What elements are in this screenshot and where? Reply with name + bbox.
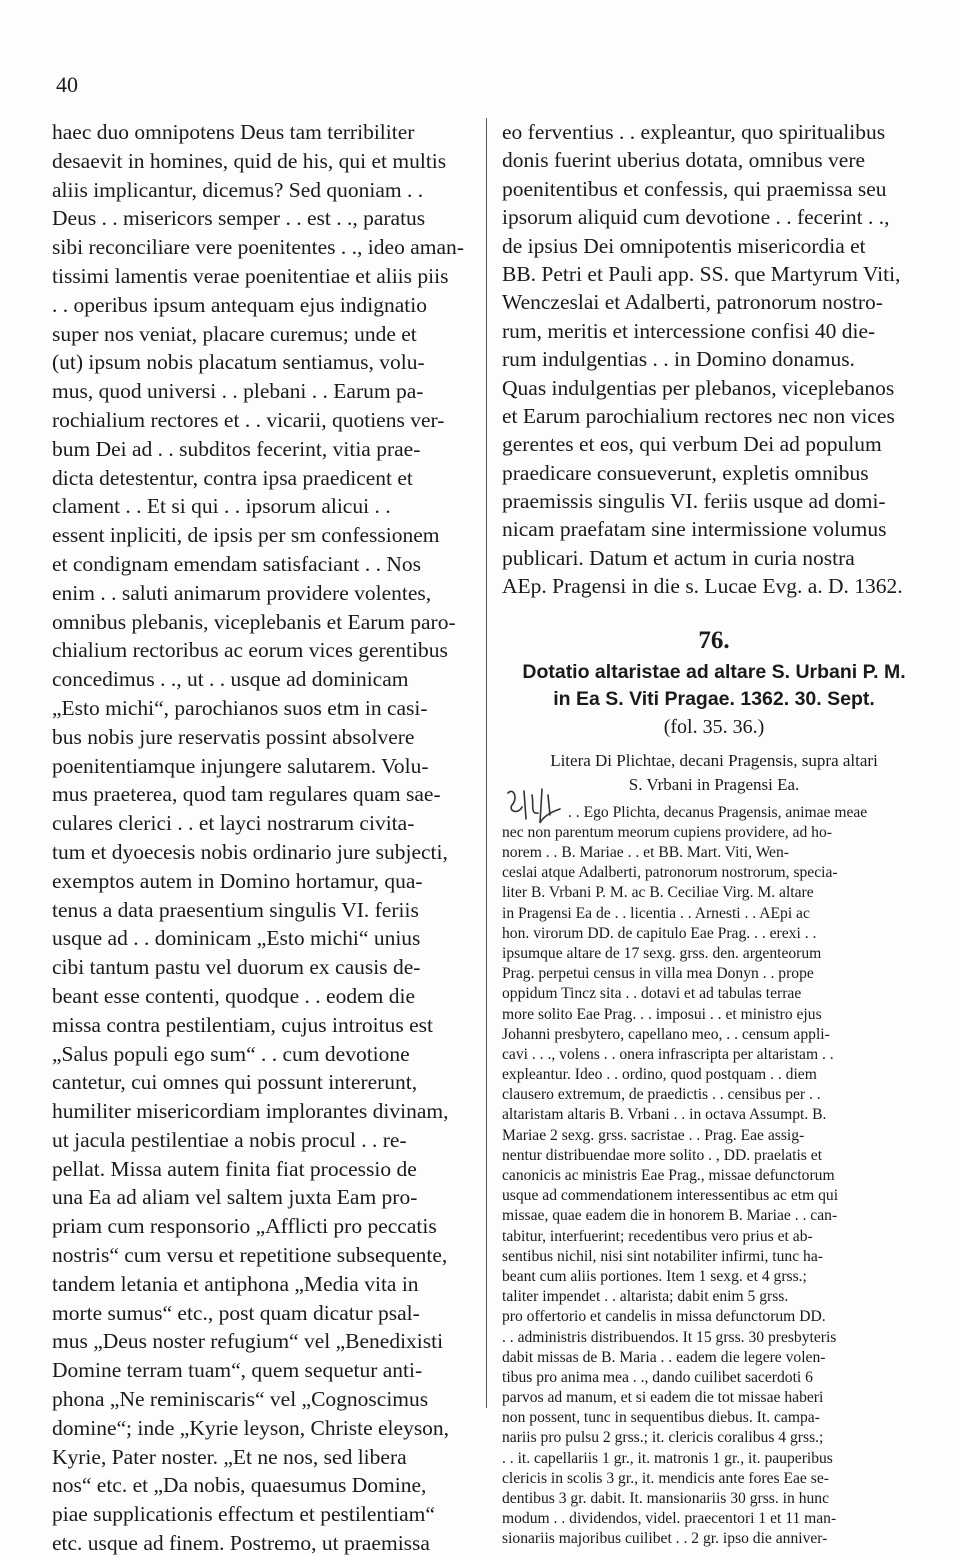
charter-line: Mariae 2 sexg. grss. sacristae . . Prag. Eae assig-	[502, 1126, 805, 1144]
text-line: phona „Ne reminiscaris“ vel „Cognoscimus	[52, 1387, 429, 1412]
handwritten-annotation-icon	[504, 785, 566, 831]
charter-line: tibus pro anima mea . ., dando cuilibet sacerdoti 6	[502, 1368, 813, 1386]
text-line: enim . . saluti animarum providere volentes,	[52, 580, 432, 605]
right-column	[502, 118, 926, 1550]
charter-line: tabitur, interfuerint; recedentibus vero prius et ab-	[502, 1227, 813, 1245]
page-number: 40	[56, 72, 78, 97]
text-line: nicam praefatam sine intermissione volumus	[502, 517, 887, 542]
text-line: tissimi lamentis verae poenitentiae et aliis piis	[52, 263, 449, 288]
charter-line: . . administris distribuendos. It 15 grss. 30 presbyteris	[502, 1328, 837, 1346]
column-divider	[486, 118, 487, 1408]
text-line: mus „Deus noster refugium“ vel „Benedixisti	[52, 1329, 444, 1354]
charter-line: usque ad commendationem interessentibus ac etm qui	[502, 1187, 839, 1205]
text-line: nos“ etc. et „Da nobis, quaesumus Domine,	[52, 1473, 427, 1498]
text-line: priam cum responsorio „Afflicti pro peccatis	[52, 1214, 437, 1239]
text-line: rum indulgentias . . in Domino donamus.	[502, 347, 855, 372]
text-line: missa contra pestilentiam, cujus introitus est	[52, 1012, 433, 1037]
text-line: gerentes et eos, qui verbum Dei ad populum	[502, 432, 882, 457]
text-line: eo ferventius . . expleantur, quo spiritualibus	[502, 120, 886, 144]
text-line: chialium rectoribus ac eorum vices gerentibus	[52, 638, 448, 663]
charter-line: . . it. capellariis 1 gr., it. matronis 1 gr., it. pauperibus	[502, 1449, 833, 1467]
text-line: tandem letania et antiphona „Media vita in	[52, 1271, 419, 1296]
charter-line: canonicis ac ministris Eae Prag., missae defunctorum	[502, 1167, 835, 1185]
text-line: rum, meritis et intercessione confisi 40 die-	[502, 318, 876, 343]
text-line: una Ea ad aliam vel saltem juxta Eam pro-	[52, 1185, 418, 1210]
text-line: ut jacula pestilentiae a nobis procul . . re-	[52, 1127, 407, 1152]
charter-line: liter B. Vrbani P. M. ac B. Ceciliae Virg. M. altare	[502, 884, 814, 902]
charter-line: more solito Eae Prag. . . imposui . . et ministro ejus	[502, 1005, 822, 1023]
text-line: (ut) ipsum nobis placatum sentiamus, volu-	[52, 350, 425, 375]
summary-line: Litera Di Plichtae, decani Pragensis, supra altari	[550, 750, 878, 770]
text-line: tum et dyoecesis nobis ordinario jure subjecti,	[52, 839, 448, 864]
charter-line: modum . . dividendos, videl. praecentori 1 et 11 man-	[502, 1510, 837, 1528]
charter-line: missae, quae eadem die in honorem B. Mariae . . can-	[502, 1207, 838, 1225]
text-line: cantetur, cui omnes qui possunt intererunt,	[52, 1070, 418, 1095]
charter-line: dabit missas de B. Maria . . eadem die legere volen-	[502, 1348, 826, 1366]
section-title-line: in Ea S. Viti Pragae. 1362. 30. Sept.	[553, 687, 875, 710]
charter-line: nentur distribuendae more solito . , DD. praelatis et	[502, 1146, 823, 1164]
text-line: beant esse contenti, quodque . . eodem die	[52, 983, 416, 1008]
text-line: Kyrie, Pater noster. „Et ne nos, sed libera	[52, 1444, 407, 1469]
charter-line: Prag. perpetui census in villa mea Donyn . . prope	[502, 965, 814, 983]
text-line: poenitentibus et confessis, qui praemissa seu	[502, 176, 887, 201]
text-line: donis fuerint uberius dotata, omnibus vere	[502, 148, 866, 173]
text-line: piae supplicationis effectum et pestilentiam“	[52, 1502, 435, 1527]
text-line: cibi tantum pastu vel duorum ex causis de-	[52, 955, 421, 980]
text-line: omnibus plebanis, viceplebanis et Earum paro-	[52, 609, 456, 634]
right-column-text	[502, 118, 926, 601]
text-line: super nos veniat, placare curemus; unde et	[52, 321, 417, 346]
text-line: mus praeterea, quod tam regulares quam sae-	[52, 782, 441, 807]
text-line: domine“; inde „Kyrie leyson, Christe eleyson,	[52, 1415, 450, 1440]
text-line: bum Dei ad . . subditos fecerint, vitia prae-	[52, 436, 421, 461]
text-line: publicari. Datum et actum in curia nostra	[502, 545, 855, 570]
text-line: essent inpliciti, de ipsis per sm confessionem	[52, 523, 440, 548]
text-line: et Earum parochialium rectores nec non vices	[502, 403, 895, 428]
charter-line: nariis pro pulsu 2 grss.; it. clericis coralibus 4 grss.;	[502, 1429, 824, 1447]
text-line: Deus . . misericors semper . . est . ., paratus	[52, 206, 426, 231]
text-line: clament . . Et si qui . . ipsorum alicui . .	[52, 494, 391, 519]
charter-line: altaristam altaris B. Vrbani . . in octava Assumpt. B.	[502, 1106, 827, 1124]
charter-line: hon. virorum DD. de capitulo Eae Prag. . . erexi . .	[502, 924, 817, 942]
charter-line: non possent, tunc in sequentibus diebus. It. campa-	[502, 1409, 820, 1427]
text-line: haec duo omnipotens Deus tam terribiliter	[52, 120, 415, 144]
section-title	[502, 659, 926, 713]
text-line: aliis implicantur, dicemus? Sed quoniam . .	[52, 177, 424, 202]
text-line: poenitentiamque injungere salutarem. Volu-	[52, 753, 429, 778]
folio-reference: (fol. 35. 36.)	[663, 715, 765, 738]
text-line: tenus a data praesentium singulis VI. feriis	[52, 897, 419, 922]
text-line: AEp. Pragensi in die s. Lucae Evg. a. D. 1362.	[502, 574, 903, 599]
left-column	[52, 118, 480, 1558]
text-line: de ipsius Dei omnipotentis misericordia et	[502, 233, 866, 258]
text-line: Domine terram tuam“, quem sequetur anti-	[52, 1358, 423, 1383]
charter-line: in Pragensi Ea de . . licentia . . Arnesti . . AEpi ac	[502, 904, 810, 922]
text-line: „Salus populi ego sum“ . . cum devotione	[52, 1041, 410, 1066]
charter-line: dentibus 3 gr. dabit. It. mansionariis 30 grss. in hunc	[502, 1490, 830, 1508]
charter-text	[502, 803, 926, 1550]
text-line: pellat. Missa autem finita fiat processio de	[52, 1156, 417, 1181]
charter-line: Johanni presbytero, capellano meo, . . censum appli-	[502, 1025, 830, 1043]
text-line: ipsorum aliquid cum devotione . . fecerint . .,	[502, 205, 890, 230]
text-line: concedimus . ., ut . . usque ad dominicam	[52, 667, 409, 692]
text-line: Wenczeslai et Adalberti, patronorum nostro-	[502, 290, 883, 315]
section-title-line: Dotatio altaristae ad altare S. Urbani P. M.	[522, 660, 906, 683]
charter-line: sionariis majoribus cuilibet . . 2 gr. ipso die anniver-	[502, 1530, 828, 1548]
summary-line: S. Vrbani in Pragensi Ea.	[628, 774, 800, 794]
text-line: „Esto michi“, parochianos suos etm in casi-	[52, 695, 428, 720]
charter-line: norem . . B. Mariae . . et BB. Mart. Viti, Wen-	[502, 844, 789, 862]
charter-line: pro offertorio et candelis in missa defunctorum DD.	[502, 1308, 826, 1326]
text-line: sibi reconciliare vere poenitentes . ., ideo aman-	[52, 235, 464, 260]
charter-line: clericis in scolis 3 gr., it. mendicis ante fores Eae se-	[502, 1469, 829, 1487]
charter-line: clausero extremum, de praedictis . . censibus per . .	[502, 1086, 821, 1104]
text-line: etc. usque ad finem. Postremo, ut praemissa	[52, 1531, 430, 1556]
charter-line: taliter impendet . . altarista; dabit enim 5 grss.	[502, 1288, 789, 1306]
text-line: nostris“ cum versu et repetitione subsequente,	[52, 1243, 448, 1268]
text-line: humiliter misericordiam implorantes divinam,	[52, 1099, 449, 1124]
text-line: Quas indulgentias per plebanos, viceplebanos	[502, 375, 895, 400]
text-line: desaevit in homines, quid de his, qui et multis	[52, 148, 447, 173]
charter-line: expleantur. Ideo . . ordino, quod postquam . . diem	[502, 1066, 817, 1084]
text-line: dicta detestentur, contra ipsa praedicent et	[52, 465, 413, 490]
text-line: morte sumus“ etc., post quam dicatur psal-	[52, 1300, 420, 1325]
text-line: praedicare consueverunt, expletis omnibus	[502, 460, 869, 485]
text-line: culares clerici . . et layci nostrarum civita-	[52, 811, 415, 836]
charter-line: parvos ad manum, et si eadem die tot missae haberi	[502, 1389, 824, 1407]
charter-line: ceslai atque Adalberti, patronorum nostrorum, specia-	[502, 864, 838, 882]
charter-line: oppidum Tincz sita . . dotavi et ad tabulas terrae	[502, 985, 802, 1003]
text-line: . . operibus ipsum antequam ejus indignatio	[52, 292, 428, 317]
charter-line: nec non parentum meorum cupiens providere, ad ho-	[502, 823, 832, 841]
text-line: praemissis singulis VI. feriis usque ad domi-	[502, 489, 886, 514]
charter-line: beant cum aliis portiones. Item 1 sexg. et 4 grss.;	[502, 1267, 807, 1285]
text-line: usque ad . . dominicam „Esto michi“ unius	[52, 926, 421, 951]
charter-line: ipsumque altare de 17 sexg. grss. den. argenteorum	[502, 944, 822, 962]
text-line: BB. Petri et Pauli app. SS. que Martyrum Viti,	[502, 261, 901, 286]
charter-line: . . Ego Plichta, decanus Pragensis, animae meae	[568, 803, 868, 821]
text-line: bus nobis jure reservatis possint absolvere	[52, 724, 415, 749]
charter-line: cavi . . ., volens . . onera infrascripta per altaristam . .	[502, 1045, 834, 1063]
text-line: et condignam emendam satisfaciant . . Nos	[52, 551, 421, 576]
charter-line: sentibus nichil, nisi sint notabiliter infirmi, tunc ha-	[502, 1247, 823, 1265]
section-number: 76.	[698, 626, 730, 654]
text-line: exemptos autem in Domino hortamur, qua-	[52, 868, 423, 893]
text-line: rochialium rectores et . . vicarii, quotiens ver-	[52, 407, 445, 432]
text-line: mus, quod universi . . plebani . . Earum pa-	[52, 379, 424, 404]
